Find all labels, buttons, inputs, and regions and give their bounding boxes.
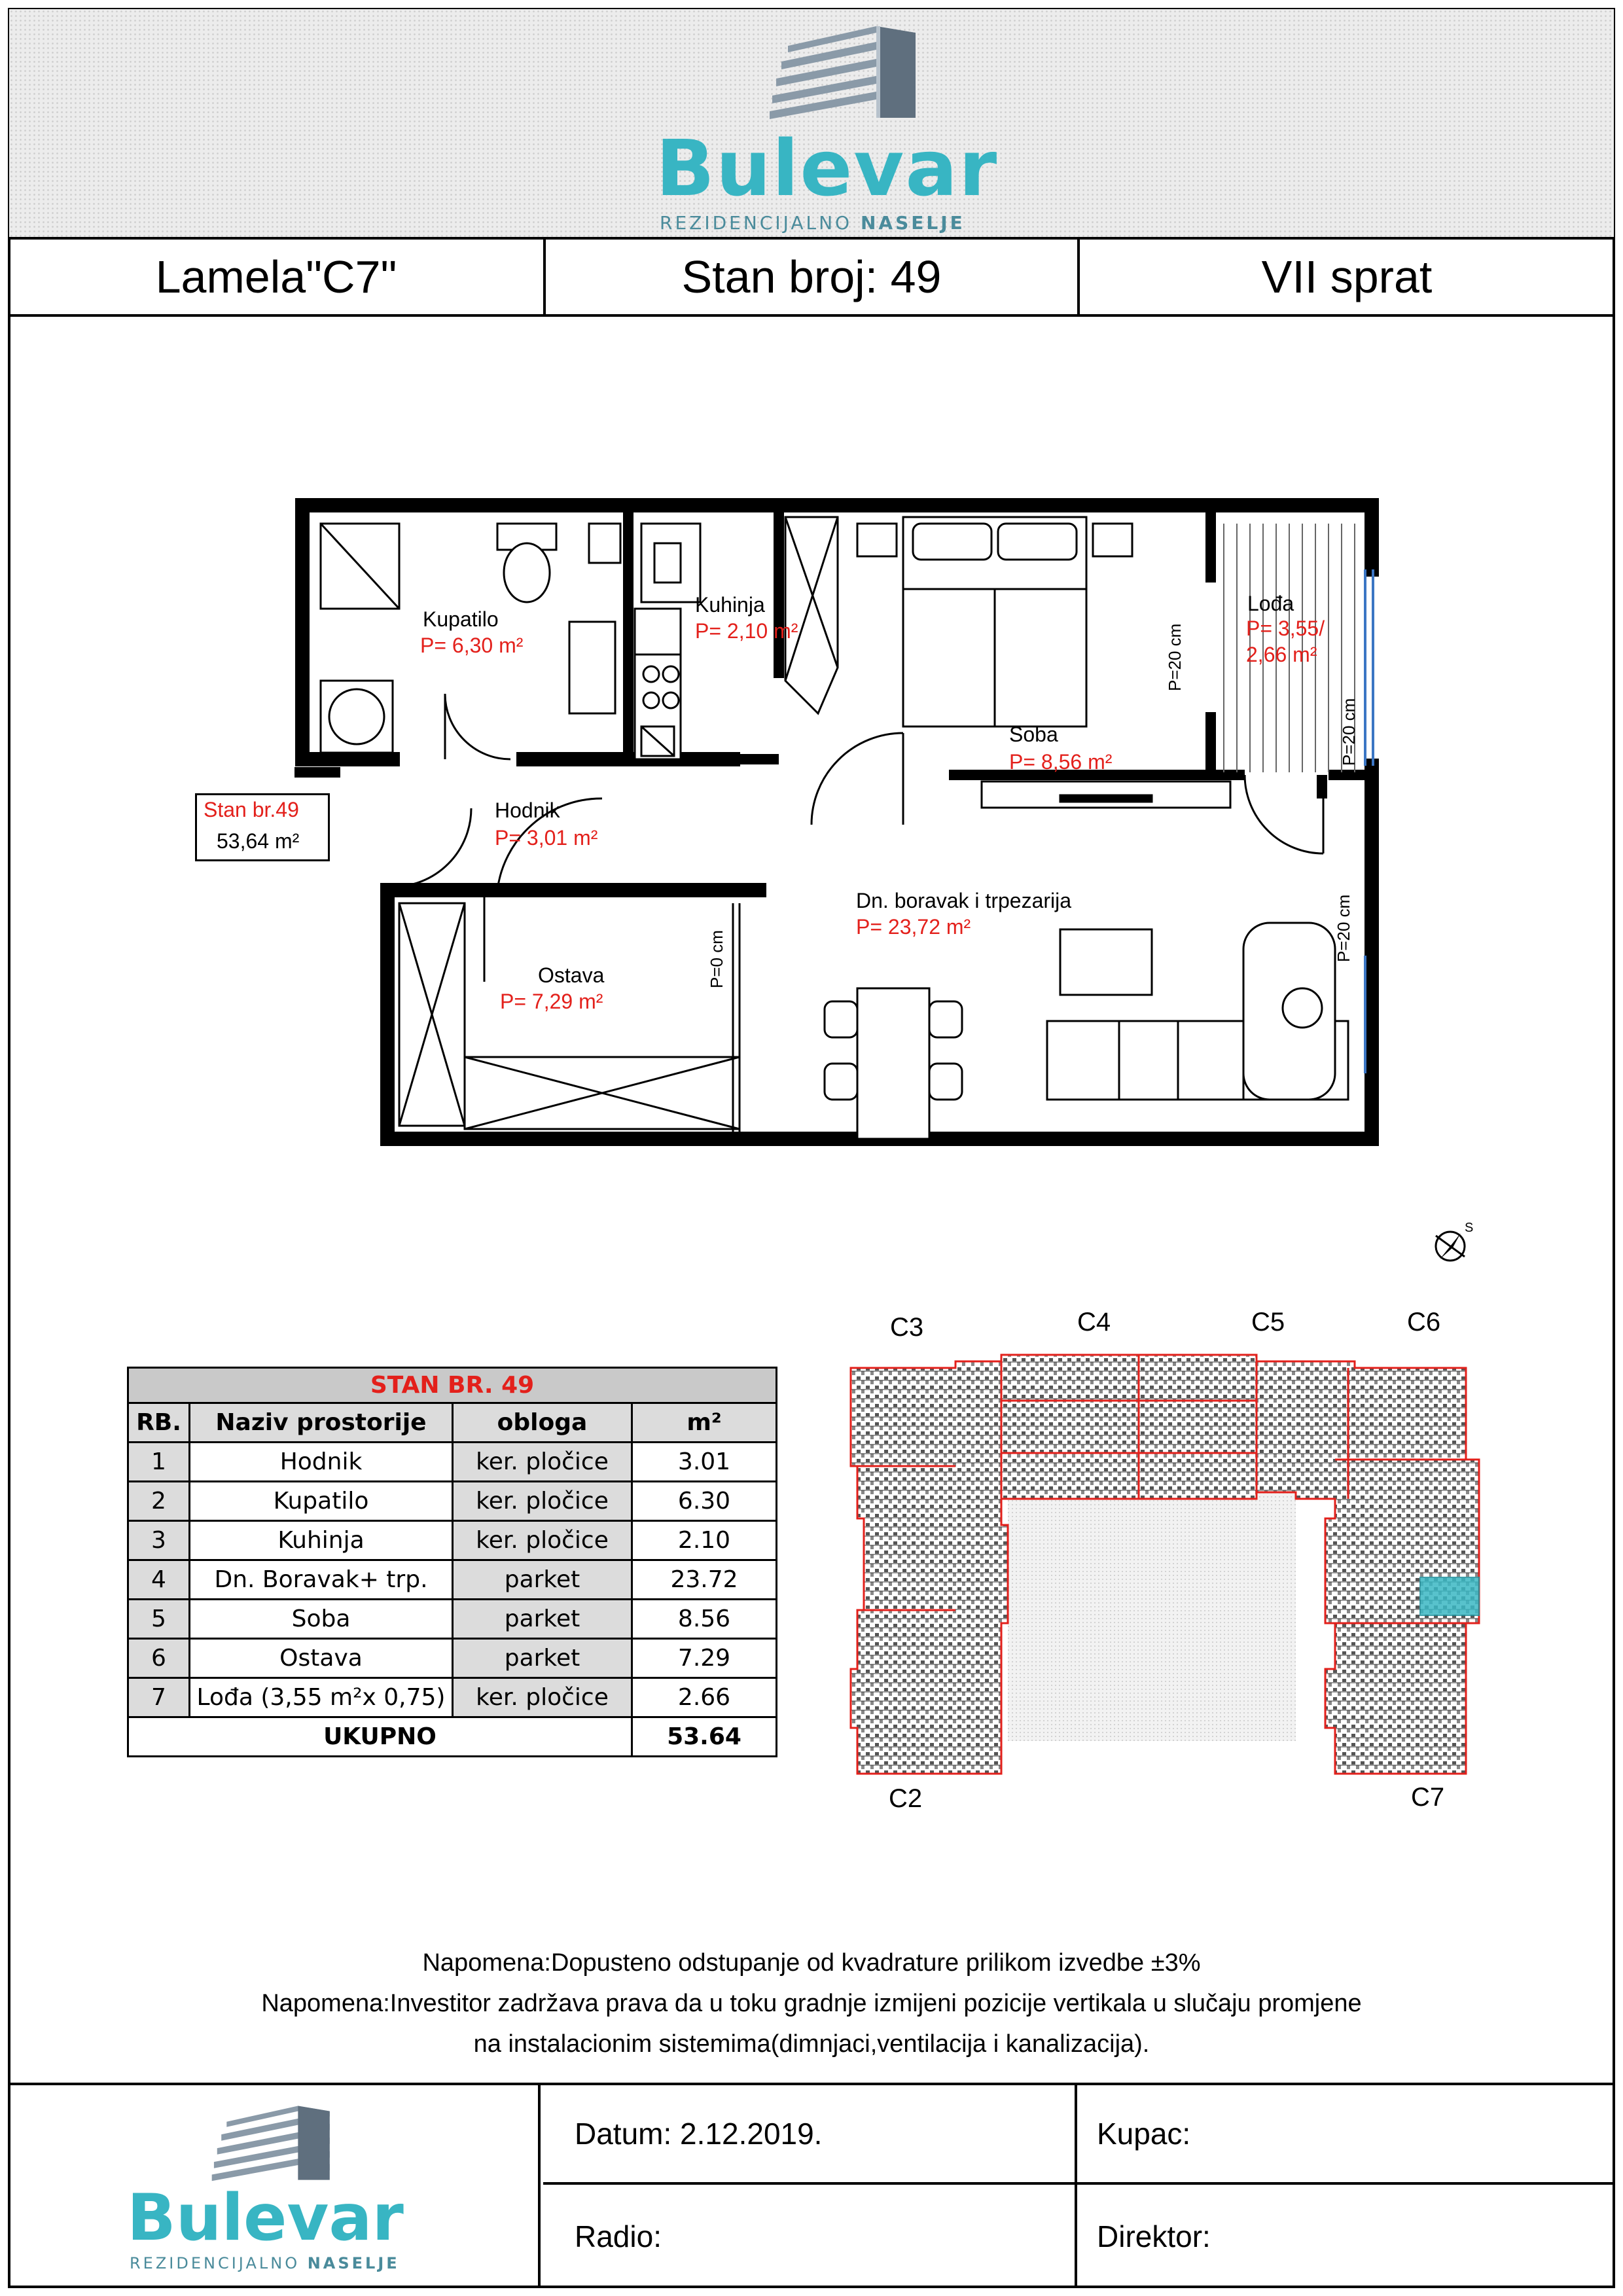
table-cell: ker. pločice — [453, 1443, 632, 1482]
table-row — [128, 1600, 777, 1639]
compass-letter: S — [1465, 1221, 1474, 1235]
footer-radio: Radio: — [575, 2219, 662, 2253]
footer-logo-cell — [9, 2085, 541, 2288]
brand-name: Bulevar — [656, 123, 999, 213]
table-caption: STAN BR. 49 — [128, 1368, 777, 1403]
table-cell: 6.30 — [632, 1482, 777, 1521]
room-area-kuhinja: P= 2,10 m² — [695, 619, 798, 643]
table-header: m² — [632, 1403, 777, 1443]
footer-brand-logo — [127, 2094, 428, 2278]
floor-label: VII sprat — [1077, 240, 1614, 314]
table-cell: Lođa (3,55 m²x 0,75) — [190, 1678, 453, 1717]
highlighted-unit — [1420, 1577, 1479, 1615]
table-row — [128, 1482, 777, 1521]
table-cell: Kupatilo — [190, 1482, 453, 1521]
wall-label-loda: P=20 cm — [1339, 698, 1359, 766]
site-label-c5: C5 — [1251, 1308, 1285, 1336]
table-cell: 3 — [128, 1521, 190, 1560]
unit-summary-box — [195, 793, 330, 861]
table-total-label: UKUPNO — [128, 1717, 632, 1757]
notes — [0, 1943, 1623, 2064]
footer-brand-name: Bulevar — [127, 2181, 404, 2255]
brand-tagline: REZIDENCIJALNO NASELJE — [660, 212, 965, 234]
table-cell: parket — [453, 1600, 632, 1639]
room-name-kuhinja: Kuhinja — [695, 593, 765, 617]
table-cell: ker. pločice — [453, 1678, 632, 1717]
room-name-hodnik: Hodnik — [495, 798, 560, 822]
title-row — [9, 240, 1614, 317]
room-area-ostava: P= 7,29 m² — [500, 990, 603, 1013]
room-area-soba: P= 8,56 m² — [1009, 750, 1113, 774]
table-cell: parket — [453, 1560, 632, 1600]
room-name-boravak: Dn. boravak i trpezarija — [856, 889, 1072, 912]
table-header: obloga — [453, 1403, 632, 1443]
apartment-number: Stan broj: 49 — [543, 240, 1077, 314]
table-cell: 7 — [128, 1678, 190, 1717]
table-cell: Kuhinja — [190, 1521, 453, 1560]
building-icon — [762, 13, 932, 124]
brand-logo — [651, 13, 1017, 236]
room-area-loda-2: 2,66 m² — [1246, 643, 1317, 666]
room-name-ostava: Ostava — [538, 963, 605, 987]
table-cell: 2.10 — [632, 1521, 777, 1560]
table-cell: Dn. Boravak+ trp. — [190, 1560, 453, 1600]
table-cell: 8.56 — [632, 1600, 777, 1639]
table-header: RB. — [128, 1403, 190, 1443]
site-plan-drawing — [838, 1302, 1518, 1826]
site-label-c7: C7 — [1411, 1783, 1445, 1812]
table-row — [128, 1678, 777, 1717]
table-cell: 6 — [128, 1639, 190, 1678]
room-area-loda: P= 3,55/ — [1246, 617, 1325, 640]
note-line: na instalacionim sistemima(dimnjaci,ventilacija i kanalizacija). — [473, 2030, 1150, 2058]
table-cell: 1 — [128, 1443, 190, 1482]
table-row — [128, 1521, 777, 1560]
site-plan — [838, 1302, 1518, 1826]
footer-date: Datum: 2.12.2019. — [575, 2117, 823, 2151]
table-cell: 5 — [128, 1600, 190, 1639]
footer — [9, 2083, 1614, 2286]
footer-direktor: Direktor: — [1097, 2219, 1211, 2253]
wall-label-ostava: P=0 cm — [707, 930, 726, 988]
site-label-c6: C6 — [1407, 1308, 1441, 1336]
table-cell: Ostava — [190, 1639, 453, 1678]
unit-label: Stan br.49 — [204, 798, 299, 821]
table-cell: parket — [453, 1639, 632, 1678]
lamela-title: Lamela"C7" — [155, 251, 397, 302]
room-table — [127, 1367, 777, 1757]
room-area-boravak: P= 23,72 m² — [856, 915, 971, 939]
footer-brand-tagline: REZIDENCIJALNO NASELJE — [130, 2254, 400, 2272]
table-cell: 2.66 — [632, 1678, 777, 1717]
wall-label-soba: P=20 cm — [1165, 623, 1185, 691]
table-cell: Soba — [190, 1600, 453, 1639]
table-cell: 4 — [128, 1560, 190, 1600]
header-band — [9, 9, 1614, 240]
room-area-hodnik: P= 3,01 m² — [495, 826, 598, 850]
north-arrow-icon — [1427, 1217, 1479, 1270]
table-header: Naziv prostorije — [190, 1403, 453, 1443]
site-label-c2: C2 — [889, 1784, 923, 1813]
room-name-soba: Soba — [1009, 723, 1058, 746]
note-line: Napomena:Investitor zadržava prava da u toku gradnje izmijeni pozicije vertikala u slučaju promjene — [261, 1990, 1362, 2017]
table-cell: 7.29 — [632, 1639, 777, 1678]
table-row — [128, 1560, 777, 1600]
table-cell: 2 — [128, 1482, 190, 1521]
site-label-c4: C4 — [1077, 1308, 1111, 1336]
note-line: Napomena:Dopusteno odstupanje od kvadrature prilikom izvedbe ±3% — [422, 1949, 1201, 1977]
table-cell: 3.01 — [632, 1443, 777, 1482]
table-row — [128, 1639, 777, 1678]
table-total-value: 53.64 — [632, 1717, 777, 1757]
unit-area: 53,64 m² — [217, 829, 300, 853]
room-name-loda: Lođa — [1247, 592, 1294, 615]
table-cell: 23.72 — [632, 1560, 777, 1600]
table-row — [128, 1443, 777, 1482]
building-icon — [205, 2094, 343, 2186]
table-cell: ker. pločice — [453, 1482, 632, 1521]
table-cell: ker. pločice — [453, 1521, 632, 1560]
wall-label-boravak: P=20 cm — [1334, 894, 1353, 962]
table-cell: Hodnik — [190, 1443, 453, 1482]
footer-kupac: Kupac: — [1097, 2117, 1191, 2151]
room-area-kupatilo: P= 6,30 m² — [420, 634, 524, 657]
site-label-c3: C3 — [890, 1313, 924, 1342]
room-name-kupatilo: Kupatilo — [423, 607, 499, 631]
